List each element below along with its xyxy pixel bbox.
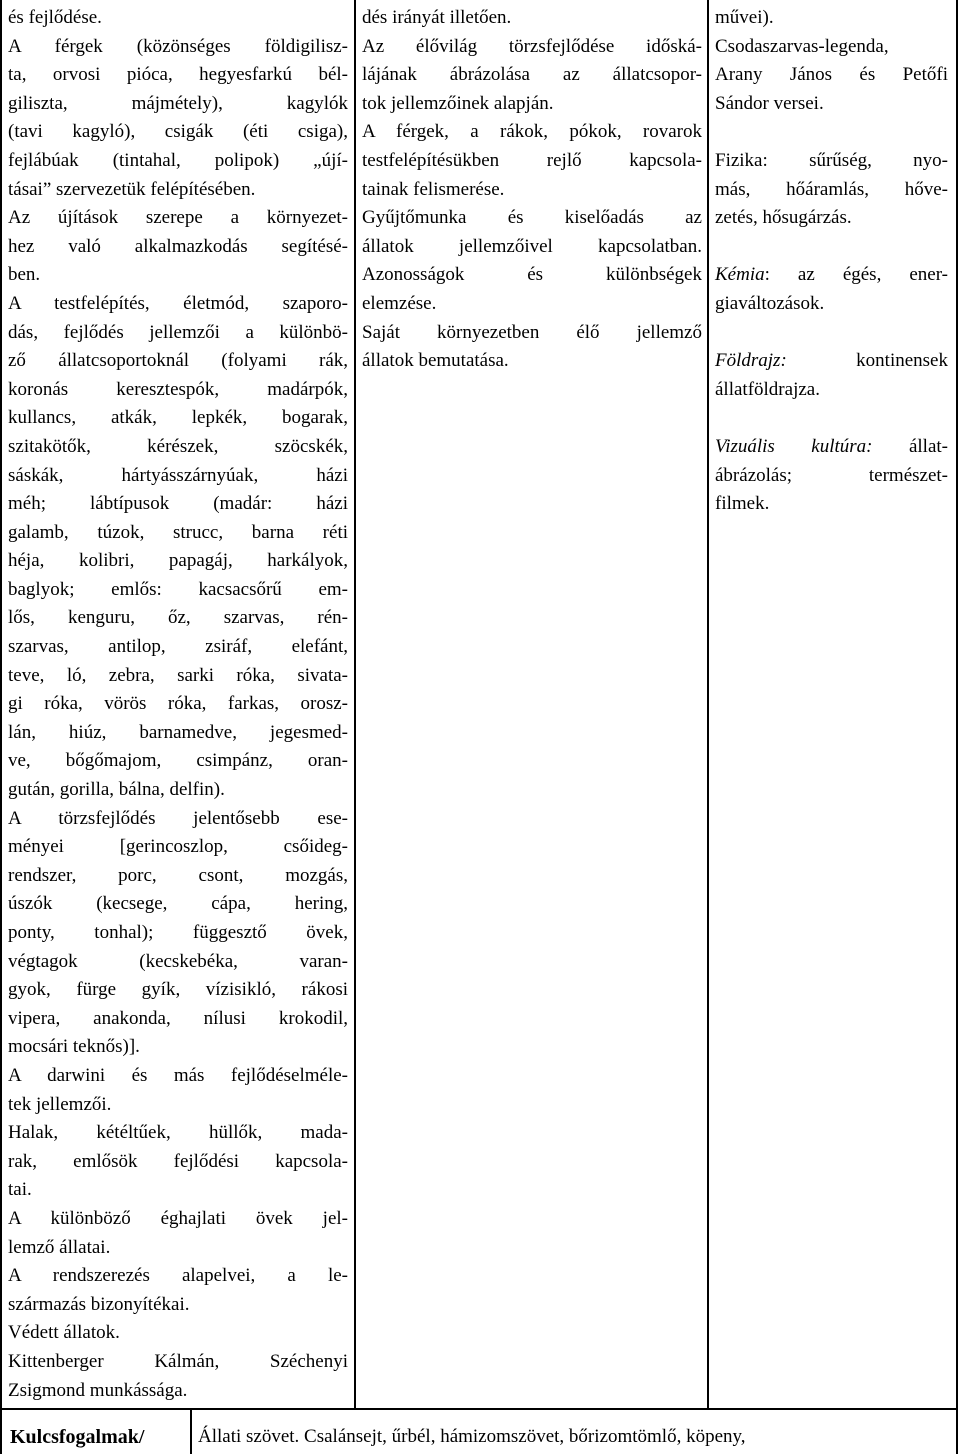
text-line: úszók (kecsege, cápa, hering, xyxy=(8,893,348,915)
text-line: Zsigmond munkássága. xyxy=(8,1379,188,1401)
text-line: ábrázolás; természet- xyxy=(715,464,948,486)
text-line: szitakötők, kérészek, szöcskék, xyxy=(8,435,348,457)
subject-vizualis-kultura: Vizuális kultúra: xyxy=(715,435,873,457)
text-line: Arany János és Petőfi xyxy=(715,64,948,86)
text-line: lős, kenguru, őz, szarvas, rén- xyxy=(8,607,348,629)
text-line: teve, ló, zebra, sarki róka, sivata- xyxy=(8,664,348,686)
text-line: dés irányát illetően. xyxy=(362,7,512,28)
text-line: elemzése. xyxy=(362,292,437,314)
text-line: dás, fejlődés jellemzői a különbö- xyxy=(8,321,348,343)
text-line: Saját környezetben élő jellemző xyxy=(362,321,702,343)
text-line: A férgek (közönséges földigilisz- xyxy=(8,35,348,57)
text-line: ponty, tonhal); függesztő övek, xyxy=(8,922,348,943)
text-line: Halak, kétéltűek, hüllők, mada- xyxy=(8,1122,348,1144)
key-concepts-label: Kulcsfogalmak/ xyxy=(10,1426,145,1448)
text-line: galamb, túzok, strucc, barna réti xyxy=(8,521,348,543)
text-line: állatok jellemzőivel kapcsolatban. xyxy=(362,235,702,257)
text-line: gyok, fürge gyík, vízisikló, rákosi xyxy=(8,979,348,1001)
text-line: Csodaszarvas-legenda, xyxy=(715,35,889,57)
text-line: vipera, anakonda, nílusi krokodil, xyxy=(8,1007,348,1029)
text-span: : sűrűség, nyo- xyxy=(762,149,948,171)
text-line: filmek. xyxy=(715,493,770,515)
text-line: kullancs, atkák, lepkék, bogarak, xyxy=(8,407,348,429)
text-line: tai. xyxy=(8,1179,32,1201)
text-line: Azonosságok és különbségek xyxy=(362,264,702,286)
footer-divider xyxy=(190,1408,192,1454)
table-border-left xyxy=(0,0,2,1454)
text-span: : az égés, ener- xyxy=(764,264,948,286)
text-line: gután, gorilla, bálna, delfin). xyxy=(8,779,225,801)
text-line: zetés, hősugárzás. xyxy=(715,207,852,229)
text-line xyxy=(715,147,948,176)
text-line: Kittenberger Kálmán, Széchenyi xyxy=(8,1350,348,1372)
text-line: koronás keresztespók, madárpók, xyxy=(8,378,348,400)
text-line: gi róka, vörös róka, farkas, orosz- xyxy=(8,693,348,715)
subject-fizika: Fizika xyxy=(715,149,763,171)
text-line: rak, emlősök fejlődési kapcsola- xyxy=(8,1150,348,1172)
text-line: A darwini és más fejlődéselméle- xyxy=(8,1064,348,1086)
column-divider-1 xyxy=(354,0,356,1408)
text-line: ta, orvosi pióca, hegyesfarkú bél- xyxy=(8,64,348,86)
key-concepts-text: Állati szövet. Csalánsejt, űrbél, hámizomszövet, bőrizomtömlő, köpeny, xyxy=(198,1426,746,1447)
text-line: lemző állatai. xyxy=(8,1236,111,1258)
text-line: lán, hiúz, barnamedve, jegesmed- xyxy=(8,721,348,743)
text-line: ményei [gerincoszlop, csőideg- xyxy=(8,836,348,858)
column-divider-2 xyxy=(707,0,709,1408)
text-line: giaváltozások. xyxy=(715,292,825,314)
subject-foldrajz: Földrajz: xyxy=(715,350,787,372)
text-line: végtagok (kecskebéka, varan- xyxy=(8,950,348,972)
text-line: Az élővilág törzsfejlődése időská- xyxy=(362,35,702,57)
text-line: tásai” szervezetük felépítésében. xyxy=(8,178,256,200)
text-line: héja, kolibri, papagáj, harkályok, xyxy=(8,550,348,572)
text-line: fejlábúak (tintahal, polipok) „újí- xyxy=(8,149,348,171)
text-line: tek jellemzői. xyxy=(8,1093,112,1115)
text-line: (tavi kagyló), csigák (éti csiga), xyxy=(8,121,348,143)
text-line: ve, bőgőmajom, csimpánz, oran- xyxy=(8,750,348,772)
text-span: kontinensek xyxy=(786,350,948,372)
text-span: állat- xyxy=(872,435,948,457)
text-line: más, hőáramlás, hőve- xyxy=(715,178,948,200)
text-line: A férgek, a rákok, pókok, rovarok xyxy=(362,121,702,143)
text-line: hez való alkalmazkodás segítésé- xyxy=(8,235,348,257)
text-line: és fejlődése. xyxy=(8,7,102,28)
activities-column xyxy=(362,4,702,376)
row-separator xyxy=(0,1408,958,1410)
text-line xyxy=(715,433,948,462)
text-line: A különböző éghajlati övek jel- xyxy=(8,1207,348,1229)
text-line: A rendszerezés alapelvei, a le- xyxy=(8,1265,348,1287)
text-line: Az újítások szerepe a környezet- xyxy=(8,207,348,229)
text-line: mocsári teknős)]. xyxy=(8,1036,140,1058)
text-line: A testfelépítés, életmód, szaporo- xyxy=(8,292,348,314)
text-line: állatföldrajza. xyxy=(715,378,820,400)
text-line: testfelépítésükben rejlő kapcsola- xyxy=(362,149,702,171)
text-line: baglyok; emlős: kacsacsőrű em- xyxy=(8,578,348,600)
content-column xyxy=(8,4,348,1405)
text-line: Védett állatok. xyxy=(8,1322,120,1344)
text-line: gilisztа, májmétely), kagylók xyxy=(8,92,348,114)
text-line: rendszer, porc, csont, mozgás, xyxy=(8,864,348,886)
text-line: Sándor versei. xyxy=(715,92,824,114)
text-line xyxy=(715,347,948,376)
text-line xyxy=(715,261,948,290)
text-line: szarvas, antilop, zsiráf, elefánt, xyxy=(8,636,348,658)
text-line: tainak felismerése. xyxy=(362,178,505,200)
text-line: lájának ábrázolása az állatcsopor- xyxy=(362,64,702,86)
text-line: A törzsfejlődés jelentősebb ese- xyxy=(8,807,348,829)
text-line: tok jellemzőinek alapján. xyxy=(362,92,554,114)
text-line: származás bizonyítékai. xyxy=(8,1293,190,1315)
text-line: sáskák, hártyásszárnyúak, házi xyxy=(8,464,348,486)
text-line: ben. xyxy=(8,264,41,286)
text-line: méh; lábtípusok (madár: házi xyxy=(8,493,348,515)
text-line: állatok bemutatása. xyxy=(362,350,509,372)
text-line: művei). xyxy=(715,7,774,28)
subject-kemia: Kémia xyxy=(715,264,765,286)
text-line: Gyűjtőmunka és kiselőadás az xyxy=(362,207,702,229)
connections-column xyxy=(715,4,948,519)
table-border-right xyxy=(956,0,958,1454)
text-line: ző állatcsoportoknál (folyami rák, xyxy=(8,350,348,372)
